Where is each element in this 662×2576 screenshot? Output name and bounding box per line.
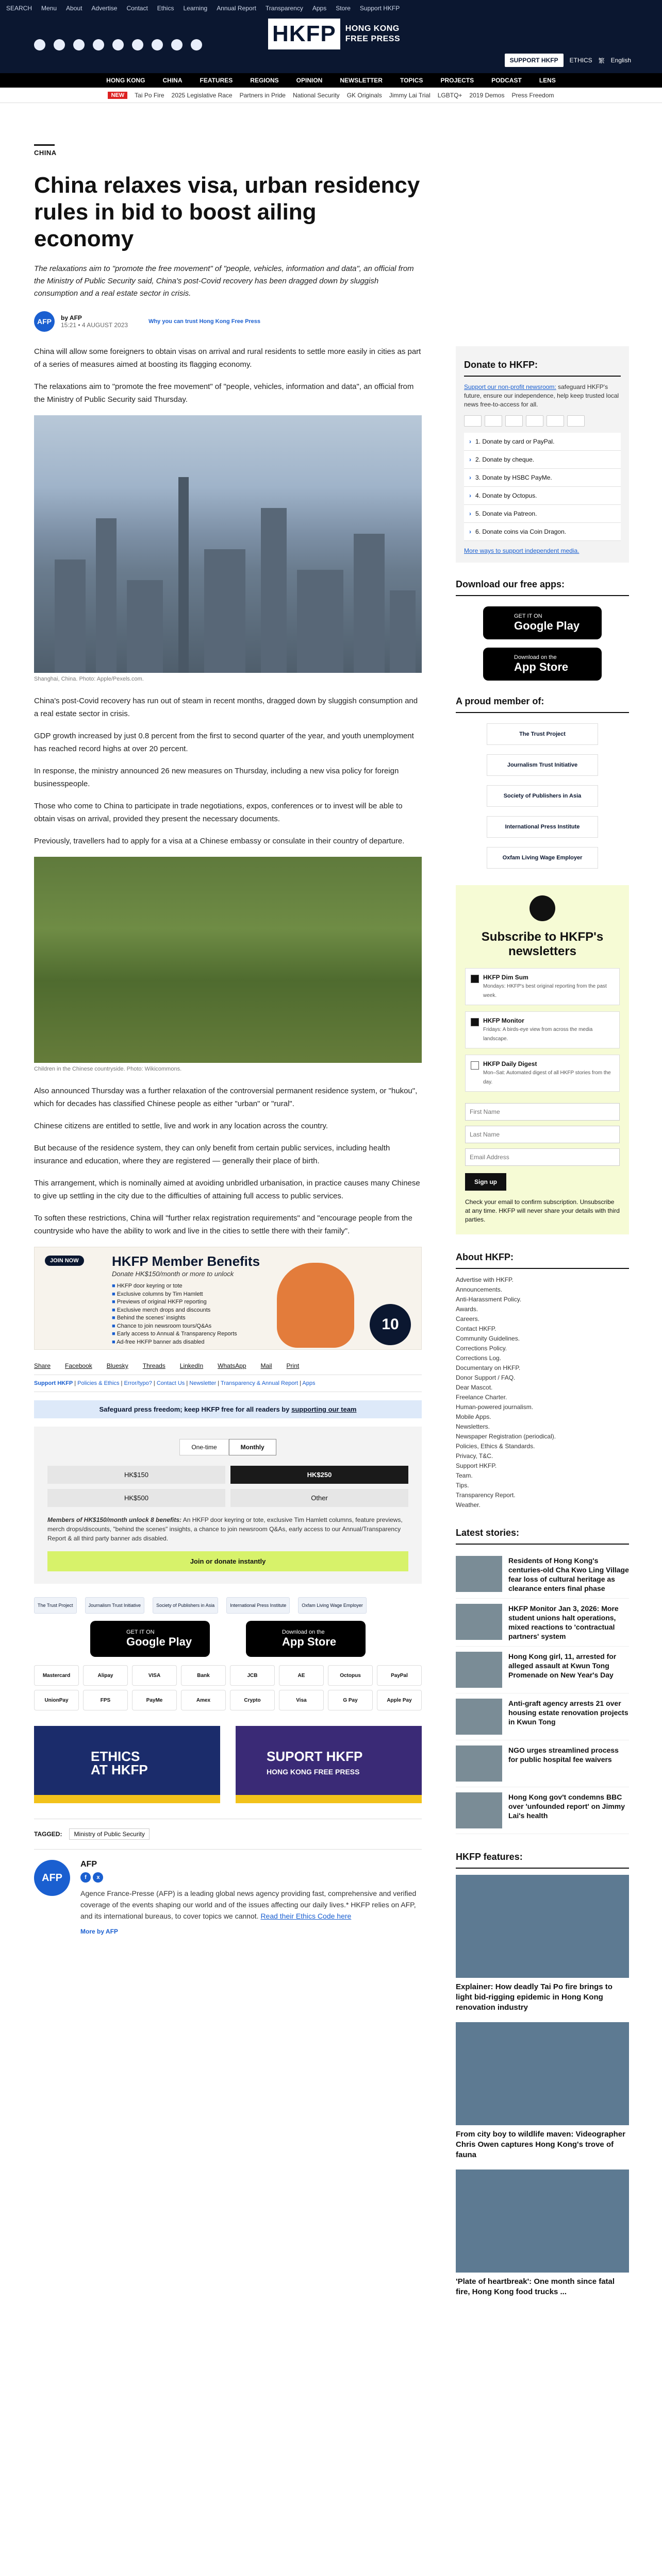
paragraph: China will allow some foreigners to obtain visas on arrival and rural residents to settle more easily in cities as part of a series of measures aimed at boosting its flagging economy. [34,347,421,369]
benefit-item: ■ Exclusive merch drops and discounts [112,1307,237,1315]
newsletter-option[interactable]: HKFP Daily Digest Mon–Sat: Automated digest of all HKFP stories from the day. [465,1055,620,1092]
sidebar-donate [456,346,629,563]
countryside-photo[interactable] [34,857,422,1063]
about-link[interactable]: Tips. [456,1482,469,1489]
payment-icon[interactable]: UnionPay [34,1690,79,1710]
benefit-item: ■ Early access to Annual & Transparency Reports [112,1330,237,1338]
benefit-item: ■ HKFP door keyring or tote [112,1282,237,1291]
card-icons [464,415,621,427]
newsletter-box [456,885,629,1234]
top-link[interactable]: Store [336,5,351,12]
footer-link[interactable]: Transparency & Annual Report [221,1380,299,1386]
logo-mark: HKFP [268,19,340,49]
tags-label: TAGGED: [34,1831,62,1838]
about-link[interactable]: Policies, Ethics & Standards. [456,1443,535,1450]
about-link[interactable]: Privacy, T&C. [456,1452,493,1460]
features-heading: HKFP features: [456,1846,629,1869]
member-logos [34,1597,422,1614]
benefits-title: HKFP Member Benefits [112,1253,260,1269]
payment-methods [34,1665,422,1710]
support-link[interactable]: Support our non-profit newsroom: [464,383,556,391]
publish-date: 15:21 • 4 AUGUST 2023 [61,321,128,329]
payment-icon[interactable]: Mastercard [34,1665,79,1686]
member-benefits-banner[interactable] [34,1247,422,1350]
top-link[interactable]: Support HKFP [359,5,400,12]
latest-story[interactable] [456,1551,629,1599]
telegram-icon[interactable] [152,39,163,50]
donate-heading: Donate to HKFP: [464,354,621,377]
latest-story[interactable] [456,1693,629,1740]
author-box-name[interactable]: AFP [80,1860,97,1869]
about-link[interactable]: Corrections Log. [456,1354,502,1362]
latest-story[interactable] [456,1599,629,1647]
ticker-item[interactable]: Jimmy Lai Trial [389,91,431,99]
photo-caption: Children in the Chinese countryside. Photo: Wikicommons. [34,1066,182,1072]
member-logo[interactable]: Society of Publishers in Asia [487,785,598,807]
payment-icon[interactable]: VISA [132,1665,177,1686]
newsletter-option[interactable]: HKFP Monitor Fridays: A birds-eye view from across the media landscape. [465,1011,620,1048]
paragraph: The relaxations aim to "promote the free movement" of "people, vehicles, information and data", an official from the Ministry of Public Security said Thursday. [34,382,414,404]
newsletter-fineprint: Check your email to confirm subscription. Unsubscribe at any time. HKFP will never share your details with third parties. [465,1198,620,1223]
ticker-item[interactable]: Partners in Pride [239,91,286,99]
ticker-item[interactable]: Press Freedom [511,91,554,99]
first-name-input[interactable] [465,1103,620,1121]
payment-icon[interactable]: Crypto [230,1690,275,1710]
top-bar [0,0,662,16]
author-avatar-large[interactable]: AFP [34,1860,70,1896]
member-logo[interactable]: International Press Institute [226,1597,290,1614]
feature-story[interactable] [456,2022,629,2160]
footer-link[interactable]: Apps [302,1380,316,1386]
payment-icon[interactable]: PayMe [132,1690,177,1710]
paragraph: This arrangement, which is nominally aimed at avoiding unbridled urbanisation, in practice causes many Chinese to give up settling in the city due to the difficulties of attaining full access to public services. [34,1179,420,1200]
x-icon[interactable]: x [93,1872,103,1883]
top-link[interactable]: Learning [183,5,208,12]
amount-option-selected[interactable]: HK$250 [230,1466,408,1484]
payment-icon[interactable]: Bank [181,1665,226,1686]
google-play-button[interactable]: GET IT ON Google Play [90,1621,210,1657]
benefits-list [112,1282,237,1346]
story-title[interactable]: HKFP Monitor Jan 3, 2026: More student unions halt operations, mixed reactions to 'contractual partners' system [508,1604,619,1640]
about-link[interactable]: Dear Mascot. [456,1384,493,1391]
payment-icon[interactable]: Octopus [328,1665,373,1686]
about-link[interactable]: Newspaper Registration (periodical). [456,1433,556,1440]
visa-icon [485,415,502,427]
nav-item[interactable]: OPINION [296,77,323,84]
linkedin-icon[interactable] [132,39,143,50]
signup-button[interactable]: Sign up [465,1173,506,1191]
nav-item[interactable]: PODCAST [491,77,522,84]
about-link[interactable]: Transparency Report. [456,1492,516,1499]
latest-story[interactable] [456,1647,629,1693]
donate-widget [34,1427,422,1584]
sidebar [456,346,629,2307]
story-thumbnail[interactable] [456,1699,502,1735]
donate-text: Support our non-profit newsroom: safeguard HKFP's future, ensure our independence, help keep trusted local news free-to-access for all. [464,383,619,408]
paragraph: Those who come to China to participate in trade negotiations, expos, conferences or to invest will be able to obtain visas on arrival, provided they present the necessary documents. [34,802,403,823]
about-link[interactable]: Advertise with HKFP. [456,1276,514,1283]
author-name[interactable]: by AFP [61,314,82,321]
about-heading: About HKFP: [456,1247,629,1269]
payment-icon[interactable]: JCB [230,1665,275,1686]
ticker-item[interactable]: 2025 Legislative Race [171,91,233,99]
author-box [34,1849,422,1935]
more-by-author-link[interactable]: More by AFP [80,1928,118,1935]
trust-link[interactable]: Why you can trust Hong Kong Free Press [148,318,261,325]
share-link[interactable]: Print [286,1362,300,1369]
footer-link[interactable]: Contact Us [156,1380,185,1386]
newsletter-option[interactable]: HKFP Dim Sum Mondays: HKFP's best original reporting from the past week. [465,968,620,1005]
about-link[interactable]: Freelance Charter. [456,1394,507,1401]
ticker-item[interactable]: GK Originals [346,91,382,99]
threads-icon[interactable] [93,39,104,50]
whatsapp-icon[interactable] [171,39,183,50]
join-donate-button[interactable]: Join or donate instantly [47,1551,408,1571]
member-logo[interactable]: Oxfam Living Wage Employer [487,847,598,869]
ethics-code-link[interactable]: Read their Ethics Code here [260,1912,352,1920]
about-link[interactable]: Anti-Harassment Policy. [456,1296,522,1303]
nav-item[interactable]: TOPICS [400,77,423,84]
about-link[interactable]: Mobile Apps. [456,1413,491,1420]
benefit-item: ■ Ad-free HKFP banner ads disabled [112,1338,237,1347]
alipay-icon [547,415,564,427]
english-link[interactable]: English [610,57,631,64]
features-list [456,1875,629,2297]
ethics-link[interactable]: ETHICS [569,57,592,64]
feature-image[interactable] [456,2170,629,2273]
benefit-item: ■ Behind the scenes' insights [112,1314,237,1323]
author-bio: Agence France-Presse (AFP) is a leading global news agency providing fast, comprehensive and verified coverage of the events shaping our world and of the issues affecting our daily lives.* HKFP relies on AFP, and its international bureaus, to cover topics we cannot. Read their Ethics Code here [80,1889,417,1920]
amount-option[interactable]: HK$500 [47,1489,225,1507]
benefit-item: ■ Chance to join newsroom tours/Q&As [112,1323,237,1331]
instagram-icon[interactable] [73,39,85,50]
masthead [0,16,662,73]
member-logo[interactable]: Journalism Trust Initiative [85,1597,145,1614]
mastercard-icon [464,415,482,427]
about-link[interactable]: Weather. [456,1501,481,1509]
top-link[interactable]: Ethics [157,5,174,12]
nav-item[interactable]: PROJECTS [440,77,474,84]
article-category[interactable]: CHINA [34,144,55,157]
feature-image[interactable] [456,2022,629,2125]
tags [34,1819,422,1849]
mascot-image [277,1263,354,1348]
payment-icon[interactable]: FPS [83,1690,128,1710]
about-link[interactable]: Donor Support / FAQ. [456,1374,516,1381]
paragraph: Also announced Thursday was a further relaxation of the controversial permanent residence system, or "hukou", which for decades has classified Chinese people as either "urban" or "rural". [34,1087,418,1108]
story-title[interactable]: NGO urges streamlined process for public hospital fee waivers [508,1746,619,1764]
payment-icon[interactable]: G Pay [328,1690,373,1710]
about-link[interactable]: Newsletters. [456,1423,490,1430]
paragraph: GDP growth increased by just 0.8 percent from the first to second quarter of the year, and youth unemployment has reached record highs at over 20 percent. [34,732,414,753]
social-icons [34,39,202,50]
tag-link[interactable]: Ministry of Public Security [69,1828,149,1840]
payment-icon[interactable]: Apple Pay [377,1690,422,1710]
member-logo[interactable]: Oxfam Living Wage Employer [298,1597,367,1614]
about-link[interactable]: Corrections Policy. [456,1345,507,1352]
support-promo[interactable]: SUPORT HKFP HONG KONG FREE PRESS [236,1726,422,1803]
share-bar [34,1355,422,1375]
member-logo[interactable]: Journalism Trust Initiative [487,754,598,776]
story-thumbnail[interactable] [456,1556,502,1592]
member-logo[interactable]: International Press Institute [487,816,598,838]
share-link[interactable]: Mail [260,1362,272,1369]
more-ways-link[interactable]: More ways to support independent media. [464,547,580,554]
paragraph: But because of the residence system, they can only benefit from certain public services, including health insurance and education, where they are registered — generally their place of birth. [34,1144,390,1165]
amount-other[interactable]: Other [230,1489,408,1507]
donate-option[interactable]: › 1. Donate by card or PayPal. [464,433,621,451]
byline [34,311,422,332]
nav-item[interactable]: HONG KONG [106,77,145,84]
paragraph: To soften these restrictions, China will "further relax registration requirements" and "encourage people from the countryside who have the ability to work and live in the cities to settle there with their family". [34,1214,412,1235]
feature-story[interactable] [456,1875,629,2013]
top-link[interactable]: Transparency [265,5,303,12]
payment-icon[interactable]: AE [279,1665,324,1686]
email-input[interactable] [465,1148,620,1166]
monthly-tab[interactable]: Monthly [229,1439,276,1455]
about-link[interactable]: Awards. [456,1306,478,1313]
about-link[interactable]: Announcements. [456,1286,503,1293]
ticker-item[interactable]: National Security [292,91,340,99]
facebook-icon[interactable]: f [80,1872,91,1883]
feature-image[interactable] [456,1875,629,1978]
last-name-input[interactable] [465,1126,620,1143]
about-link[interactable]: Careers. [456,1315,480,1323]
paypal-icon [526,415,543,427]
anniversary-badge: 10 [370,1304,411,1345]
top-links [6,5,400,12]
nav-item[interactable]: REGIONS [250,77,279,84]
support-team-link[interactable]: supporting our team [291,1405,357,1413]
donate-option[interactable]: › 2. Donate by cheque. [464,451,621,469]
payme-icon [567,415,585,427]
topic-ticker [0,88,662,103]
footer-link[interactable]: Newsletter [189,1380,217,1386]
paragraph: Previously, travellers had to apply for a visa at a Chinese embassy or consulate in their country of departure. [34,837,405,845]
about-link[interactable]: Human-powered journalism. [456,1403,534,1411]
newsletter-title: Subscribe to HKFP's newsletters [481,930,604,958]
app-store-button[interactable]: Download on the App Store [483,648,602,681]
app-store-button[interactable]: Download on the App Store [246,1621,366,1657]
feature-story[interactable] [456,2170,629,2297]
top-link[interactable]: Apps [312,5,327,12]
footer-link[interactable]: Error/typo? [124,1380,152,1386]
share-link[interactable]: WhatsApp [218,1362,246,1369]
story-thumbnail[interactable] [456,1604,502,1640]
article-title: China relaxes visa, urban residency rules in bid to boost ailing economy [34,173,420,251]
new-badge: NEW [108,92,127,99]
donate-options [464,433,621,541]
story-thumbnail[interactable] [456,1792,502,1828]
member-logo[interactable]: Society of Publishers in Asia [153,1597,218,1614]
feature-title[interactable]: From city boy to wildlife maven: Videographer Chris Owen captures Hong Kong's trove of fauna [456,2130,625,2159]
rss-icon[interactable] [191,39,202,50]
member-logos-side [456,719,629,873]
member-logo[interactable]: The Trust Project [34,1597,77,1614]
payment-icon[interactable]: Amex [181,1690,226,1710]
x-icon[interactable] [54,39,65,50]
safeguard-banner: Safeguard press freedom; keep HKFP free for all readers by supporting our team [34,1400,422,1418]
payment-icon[interactable]: Alipay [83,1665,128,1686]
ticker-item[interactable]: Tai Po Fire [135,91,164,99]
top-link[interactable]: Annual Report [217,5,256,12]
paragraph: Chinese citizens are entitled to settle, live and work in any location across the country. [34,1122,328,1130]
top-link[interactable]: Advertise [91,5,118,12]
chinese-link[interactable]: 繁 [598,57,605,64]
photo-caption: Shanghai, China. Photo: Apple/Pexels.com. [34,676,144,682]
ethics-promo[interactable]: ETHICS AT HKFP [34,1726,220,1803]
donate-option[interactable]: › 5. Donate via Patreon. [464,505,621,523]
about-link[interactable]: Support HKFP. [456,1462,497,1469]
nav-item[interactable]: FEATURES [200,77,233,84]
footer-link[interactable]: Policies & Ethics [77,1380,120,1386]
top-link[interactable]: Contact [126,5,148,12]
donate-option[interactable]: › 4. Donate by Octopus. [464,487,621,505]
amount-option[interactable]: HK$150 [47,1466,225,1484]
donate-option[interactable]: › 6. Donate coins via Coin Dragon. [464,523,621,541]
feature-title[interactable]: Explainer: How deadly Tai Po fire brings to light bid-rigging epidemic in Hong Kong renovation industry [456,1982,613,2012]
story-title[interactable]: Residents of Hong Kong's centuries-old Cha Kwo Ling Village fear loss of cultural heritage as clearance enters final phase [508,1556,629,1592]
latest-story[interactable] [456,1787,629,1834]
about-links [456,1275,629,1510]
member-heading: A proud member of: [456,691,629,713]
member-logo[interactable]: The Trust Project [487,723,598,745]
story-title[interactable]: Hong Kong gov't condemns BBC over 'unfounded report' on Jimmy Lai's health [508,1793,625,1820]
donate-option[interactable]: › 3. Donate by HSBC PayMe. [464,469,621,487]
share-link[interactable]: LinkedIn [179,1362,204,1369]
story-thumbnail[interactable] [456,1652,502,1688]
latest-story[interactable] [456,1740,629,1787]
share-link[interactable]: Threads [142,1362,166,1369]
benefit-item: ■ Exclusive columns by Tim Hamlett [112,1291,237,1299]
donate-description: Members of HK$150/month unlock 8 benefits: An HKFP door keyring or tote, exclusive Tim Hamlett columns, feature previews, merch drops/discounts, "behind the scenes" insights, a chance to join newsroom Q&As, early access to our Annual/Transparency Report & all third party banner ads disabled. [47,1516,403,1542]
about-link[interactable]: Contact HKFP. [456,1325,496,1332]
facebook-icon[interactable] [34,39,45,50]
author-avatar[interactable]: AFP [34,311,55,332]
newsletter-icon [529,895,555,921]
footer-links: Support HKFP | Policies & Ethics | Error/typo? | Contact Us | Newsletter | Transparency & Annual Report | Apps [34,1375,422,1392]
story-title[interactable]: Hong Kong girl, 11, arrested for alleged assault at Kwun Tong Promenade on New Year's Day [508,1652,617,1679]
share-link[interactable]: Share [34,1362,51,1369]
apps-heading: Download our free apps: [456,574,629,596]
shanghai-photo[interactable] [34,415,422,673]
benefits-subtitle: Donate HK$150/month or more to unlock [112,1270,234,1278]
benefit-item: ■ Previews of original HKFP reporting [112,1298,237,1307]
google-play-button[interactable]: GET IT ON Google Play [483,606,602,639]
top-link[interactable]: SEARCH [6,5,32,12]
about-link[interactable]: Documentary on HKFP. [456,1364,521,1371]
join-now-button[interactable]: JOIN NOW [45,1256,84,1266]
paragraph: In response, the ministry announced 26 new measures on Thursday, including a new visa policy for foreign businesspeople. [34,767,399,788]
top-link[interactable]: Menu [41,5,57,12]
payment-icon[interactable]: Visa [279,1690,324,1710]
about-link[interactable]: Team. [456,1472,473,1479]
youtube-icon[interactable] [112,39,124,50]
main-nav [0,73,662,88]
amex-icon [505,415,523,427]
nav-item[interactable]: NEWSLETTER [340,77,383,84]
payment-icon[interactable]: PayPal [377,1665,422,1686]
nav-item[interactable]: CHINA [162,77,183,84]
site-logo[interactable] [268,19,402,49]
article [34,144,422,1935]
latest-stories [456,1551,629,1834]
ticker-item[interactable]: LGBTQ+ [437,91,462,99]
latest-heading: Latest stories: [456,1522,629,1545]
one-time-tab[interactable]: One-time [179,1439,228,1455]
nav-item[interactable]: LENS [539,77,556,84]
paragraph: China's post-Covid recovery has run out of steam in recent months, dragged down by sluggish consumption and a real estate sector in crisis. [34,697,418,718]
story-title[interactable]: Anti-graft agency arrests 21 over housing estate renovation projects in Kwun Tong [508,1699,628,1726]
support-hkfp-button[interactable]: SUPPORT HKFP [505,54,564,67]
story-thumbnail[interactable] [456,1745,502,1782]
article-lead: The relaxations aim to "promote the free movement" of "people, vehicles, information and data", an official from the Ministry of Public Security said, China's post-Covid recovery has been dragged down by sluggish consumption and a real estate sector in crisis. [34,264,414,298]
author-social-icons [80,1872,422,1883]
share-link[interactable]: Bluesky [106,1362,128,1369]
logo-text: HONG KONG FREE PRESS [345,24,401,43]
top-link[interactable]: About [66,5,82,12]
feature-title[interactable]: 'Plate of heartbreak': One month since fatal fire, Hong Kong food trucks ... [456,2277,615,2296]
share-link[interactable]: Facebook [65,1362,92,1369]
about-link[interactable]: Community Guidelines. [456,1335,520,1342]
footer-support-link[interactable]: Support HKFP [34,1380,73,1386]
ticker-item[interactable]: 2019 Demos [469,91,505,99]
